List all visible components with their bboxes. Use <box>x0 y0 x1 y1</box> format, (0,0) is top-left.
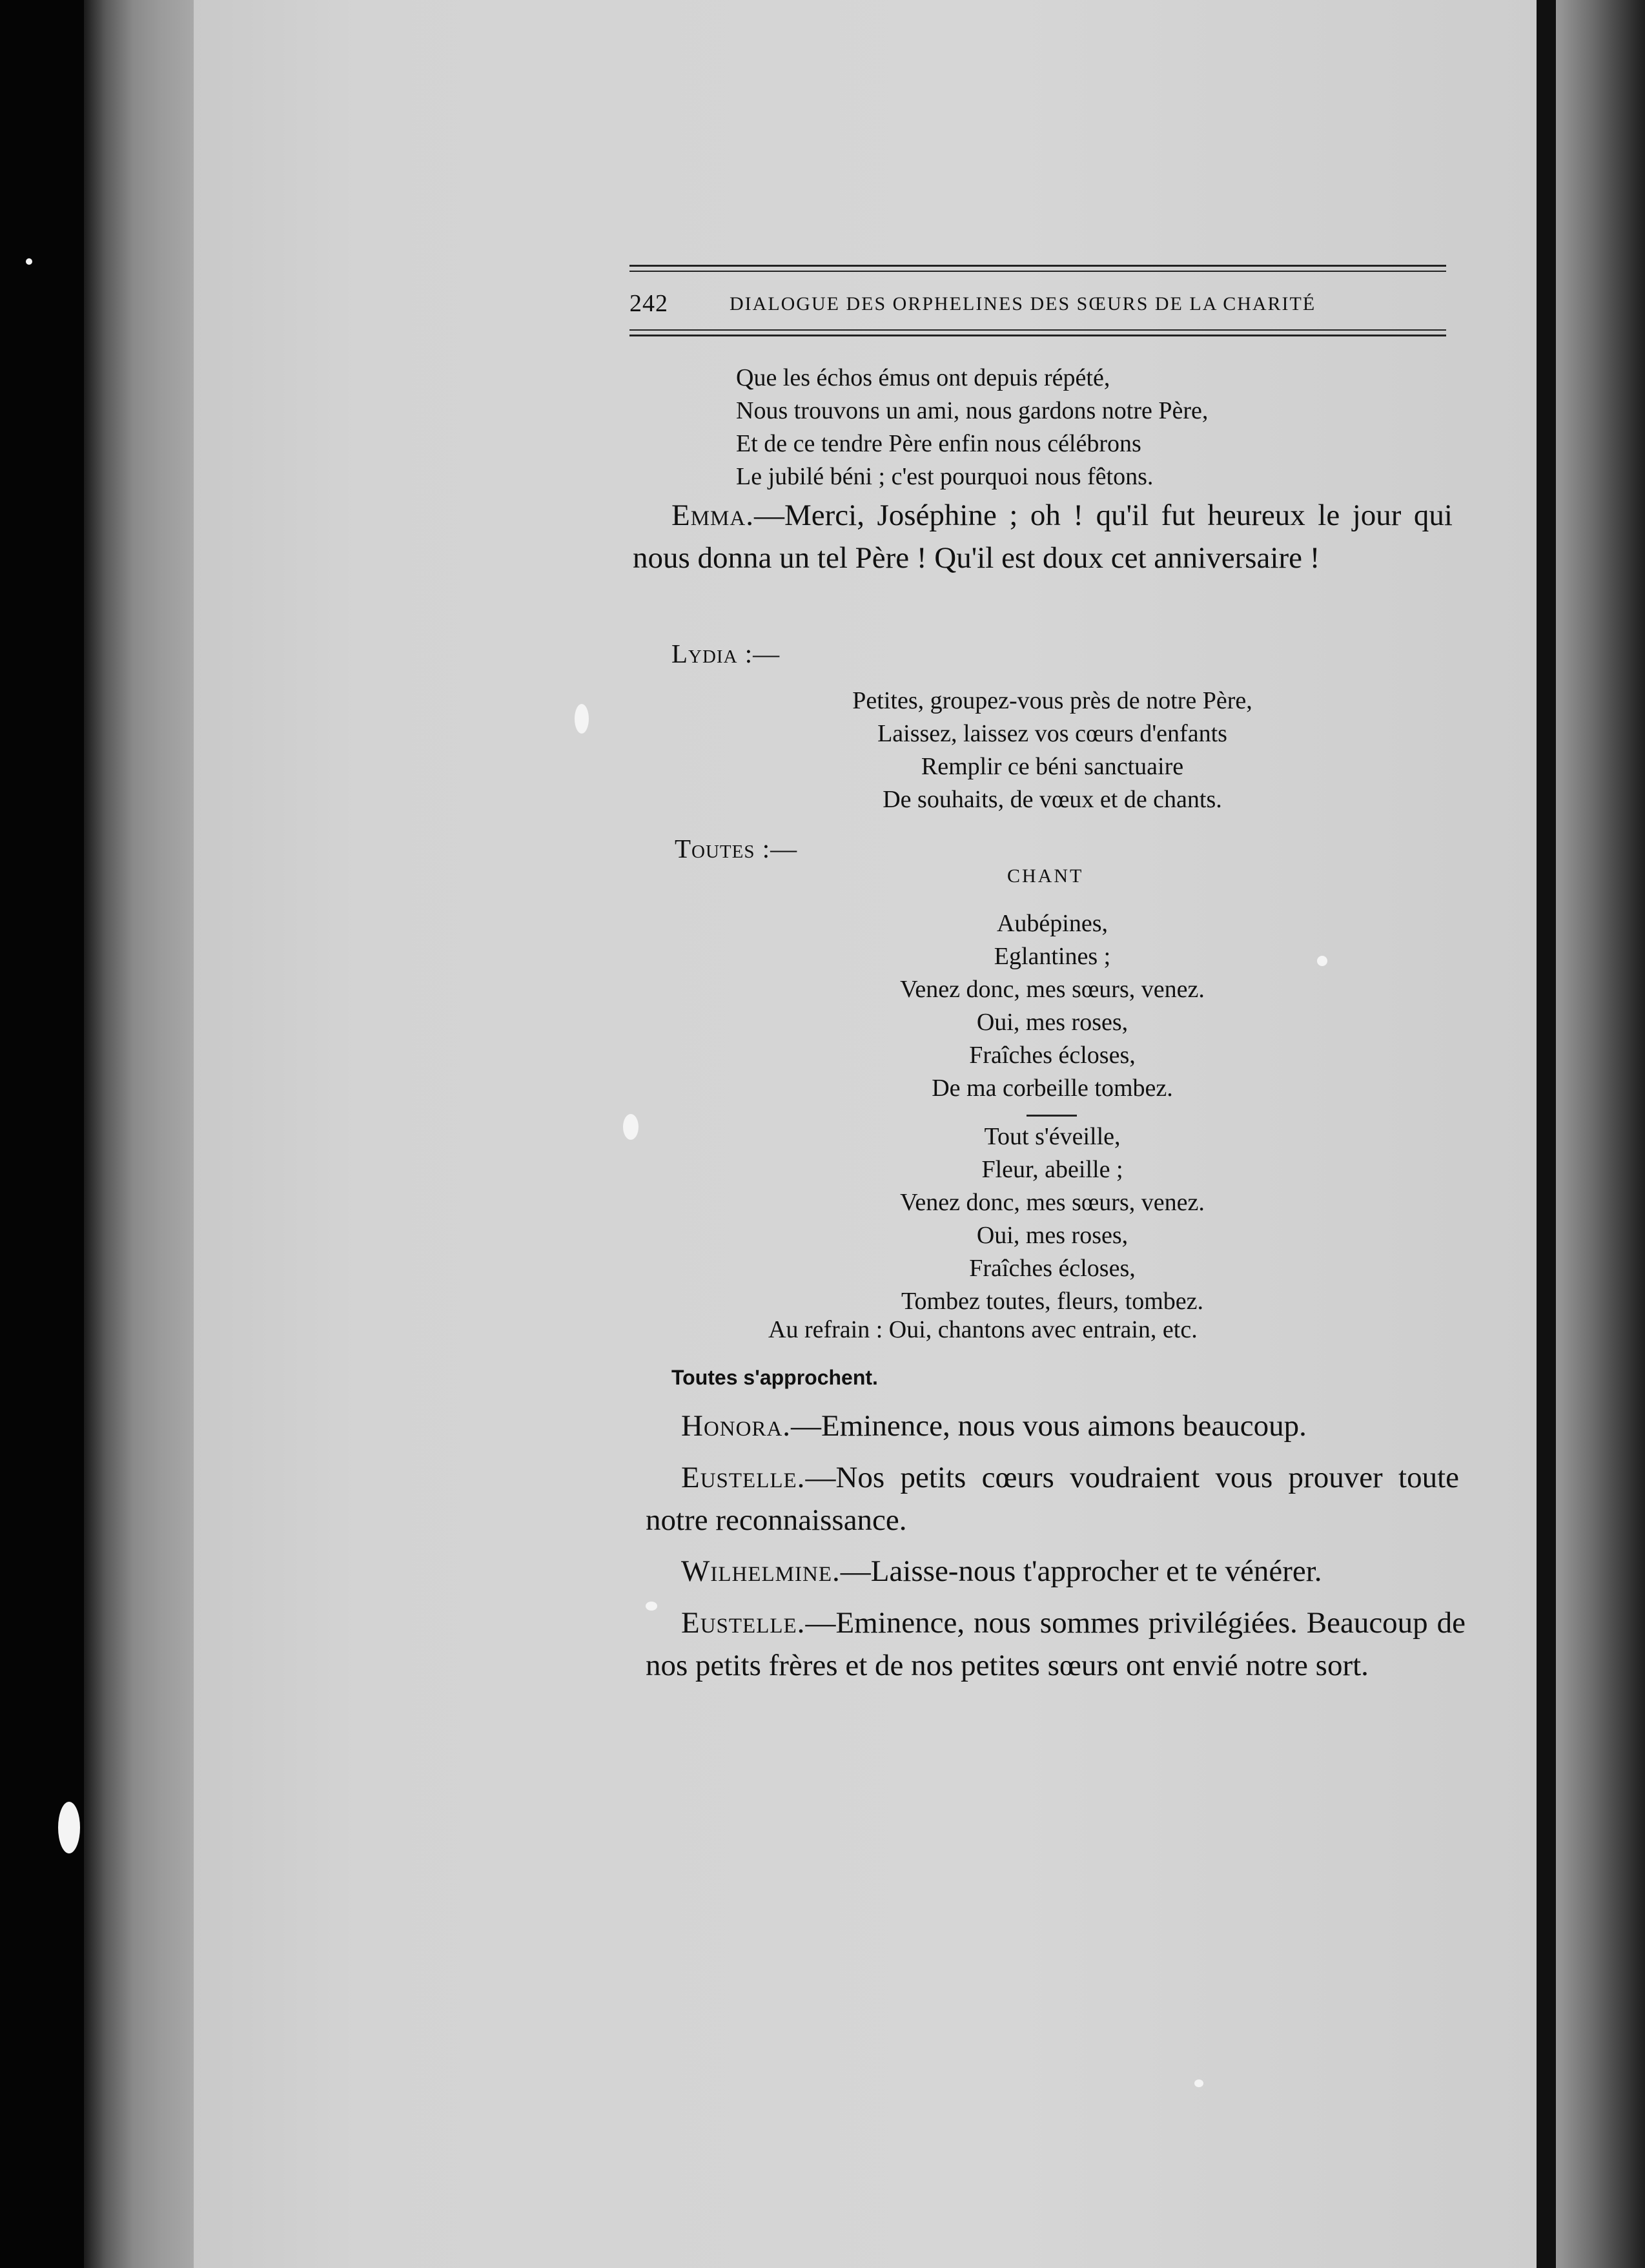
wilhelmine-speech <box>646 1550 1459 1593</box>
speaker-name: Emma. <box>671 499 754 532</box>
page-number: 242 <box>629 290 668 317</box>
verse-line: Le jubilé béni ; c'est pourquoi nous fêtons. <box>736 463 1154 490</box>
verse-line: Remplir ce béni sanctuaire <box>921 753 1184 780</box>
running-header <box>629 265 1446 342</box>
verse-line: Venez donc, mes sœurs, venez. <box>900 1189 1205 1216</box>
header-rule-top-thin <box>629 271 1446 272</box>
verse-line: Eglantines ; <box>994 943 1111 970</box>
eustelle-speech-2 <box>646 1602 1466 1687</box>
eustelle-speech-1 <box>646 1456 1459 1541</box>
speaker-name: Eustelle. <box>681 1606 806 1640</box>
lydia-verse <box>775 685 1330 816</box>
verse-line: Petites, groupez-vous près de notre Père, <box>852 687 1252 714</box>
speech-text: —Eminence, nous sommes privilégiées. Beaucoup de nos petits frères et de nos petites sœurs ont envié notre sort. <box>646 1606 1466 1682</box>
verse-line: De ma corbeille tombez. <box>932 1075 1173 1102</box>
chant-heading: CHANT <box>1007 865 1084 887</box>
verse-line: Oui, mes roses, <box>976 1009 1129 1036</box>
speech-text: —Eminence, nous vous aimons beaucoup. <box>791 1409 1307 1443</box>
book-spine <box>84 0 194 2268</box>
chant-stanza-2 <box>794 1120 1311 1318</box>
stanza-divider <box>1027 1115 1077 1117</box>
speech-text: —Nos petits cœurs voudraient vous prouver toute notre reconnaissance. <box>646 1461 1459 1537</box>
verse-line: Tombez toutes, fleurs, tombez. <box>901 1288 1203 1315</box>
scan-background-left <box>0 0 84 2268</box>
chant-stanza-1 <box>794 907 1311 1105</box>
lydia-label <box>671 638 780 669</box>
scan-speck <box>58 1802 80 1853</box>
speaker-name: Wilhelmine. <box>681 1554 841 1588</box>
facing-page-edge <box>1556 0 1645 2268</box>
verse-line: Laissez, laissez vos cœurs d'enfants <box>877 720 1227 747</box>
verse-line: Tout s'éveille, <box>984 1123 1121 1150</box>
header-rule-bottom-thick <box>629 335 1446 336</box>
verse-line: Nous trouvons un ami, nous gardons notre Père, <box>736 397 1209 424</box>
opening-verse <box>736 362 1208 493</box>
running-title: DIALOGUE DES ORPHELINES DES SŒURS DE LA CHARITÉ <box>730 293 1316 314</box>
refrain-note: Au refrain : Oui, chantons avec entrain, etc. <box>768 1316 1198 1343</box>
speaker-name: Honora. <box>681 1409 792 1443</box>
verse-line: Fleur, abeille ; <box>981 1156 1123 1183</box>
stage-direction: Toutes s'approchent. <box>671 1366 878 1389</box>
toutes-label <box>675 833 797 864</box>
verse-line: Venez donc, mes sœurs, venez. <box>900 976 1205 1003</box>
speech-text: —Merci, Joséphine ; oh ! qu'il fut heureux le jour qui nous donna un tel Père ! Qu'il est doux cet anniversaire ! <box>633 499 1453 575</box>
scan-speck <box>575 704 589 734</box>
verse-line: Fraîches écloses, <box>969 1255 1136 1282</box>
verse-line: Aubépines, <box>996 910 1109 937</box>
verse-line: Fraîches écloses, <box>969 1042 1136 1069</box>
scan-gutter-right <box>1537 0 1556 2268</box>
verse-line: Et de ce tendre Père enfin nous célébrons <box>736 430 1141 457</box>
emma-speech <box>633 494 1453 579</box>
verse-line: De souhaits, de vœux et de chants. <box>883 786 1222 813</box>
speaker-name: Toutes :— <box>675 834 798 863</box>
speaker-name: Eustelle. <box>681 1461 806 1494</box>
scan-speck <box>1194 2079 1203 2087</box>
scan-speck <box>623 1114 639 1140</box>
speaker-name: Lydia :— <box>671 639 781 668</box>
scan-speck <box>26 258 32 265</box>
scan-speck <box>1317 956 1327 966</box>
header-rule-top <box>629 265 1446 267</box>
header-rule-bottom <box>629 329 1446 331</box>
honora-speech <box>646 1405 1459 1447</box>
verse-line: Que les échos émus ont depuis répété, <box>736 364 1110 391</box>
speech-text: —Laisse-nous t'approcher et te vénérer. <box>840 1554 1322 1588</box>
verse-line: Oui, mes roses, <box>976 1222 1129 1249</box>
